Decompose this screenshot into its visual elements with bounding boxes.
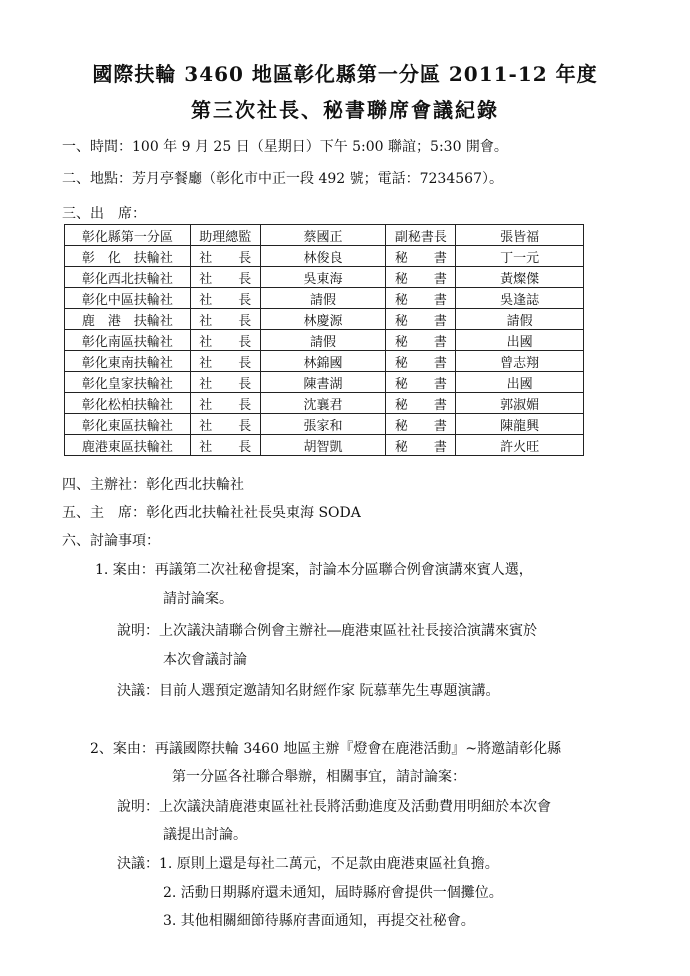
attendance-cell: 林錦國 xyxy=(260,351,386,372)
attendance-row xyxy=(65,246,584,267)
attendance-cell: 彰化中區扶輪社 xyxy=(65,288,191,309)
attendance-cell: 林慶源 xyxy=(260,309,386,330)
attendance-cell: 張皆福 xyxy=(456,225,584,246)
discussion-heading: 六、討論事項： xyxy=(62,533,160,549)
document-title-line1: 國際扶輪 3460 地區彰化縣第一分區 2011-12 年度 xyxy=(92,62,598,86)
case1-subject-cont: 請討論案。 xyxy=(163,591,233,607)
case2-subject: 2、案由：再議國際扶輪 3460 地區主辦『燈會在鹿港活動』~將邀請彰化縣 xyxy=(90,741,562,757)
attendance-table xyxy=(64,224,584,456)
attendance-row xyxy=(65,267,584,288)
attendance-cell: 秘 書 xyxy=(386,414,456,435)
attendance-cell: 胡智凱 xyxy=(260,435,386,456)
case1-explanation-cont: 本次會議討論 xyxy=(163,652,247,668)
case1-resolution: 決議：目前人選預定邀請知名財經作家 阮慕華先生專題演講。 xyxy=(117,683,500,699)
attendance-cell: 秘 書 xyxy=(386,288,456,309)
case2-resolution-item2: 2. 活動日期縣府還未通知，屆時縣府會提供一個攤位。 xyxy=(163,885,503,901)
attendance-cell: 彰化東南扶輪社 xyxy=(65,351,191,372)
case1-subject: 1. 案由：再議第二次社秘會提案，討論本分區聯合例會演講來賓人選， xyxy=(95,562,533,578)
attendance-row xyxy=(65,225,584,246)
attendance-cell: 社 長 xyxy=(190,351,260,372)
attendance-cell: 陳龍興 xyxy=(456,414,584,435)
attendance-cell: 陳書湖 xyxy=(260,372,386,393)
attendance-cell: 出國 xyxy=(456,330,584,351)
attendance-cell: 助理總監 xyxy=(190,225,260,246)
attendance-row xyxy=(65,414,584,435)
attendance-cell: 秘 書 xyxy=(386,330,456,351)
attendance-cell: 彰化皇家扶輪社 xyxy=(65,372,191,393)
attendance-cell: 秘 書 xyxy=(386,372,456,393)
attendance-cell: 社 長 xyxy=(190,372,260,393)
attendance-cell: 許火旺 xyxy=(456,435,584,456)
attendance-row xyxy=(65,393,584,414)
attendance-cell: 鹿港東區扶輪社 xyxy=(65,435,191,456)
attendance-cell: 出國 xyxy=(456,372,584,393)
attendance-cell: 秘 書 xyxy=(386,246,456,267)
attendance-cell: 彰化縣第一分區 xyxy=(65,225,191,246)
host-club: 四、主辦社：彰化西北扶輪社 xyxy=(62,477,244,493)
chairperson: 五、主 席：彰化西北扶輪社社長吳東海 SODA xyxy=(62,505,361,521)
meeting-time: 一、時間：100 年 9 月 25 日（星期日）下午 5:00 聯誼；5:30 開會。 xyxy=(62,139,508,155)
attendance-cell: 秘 書 xyxy=(386,435,456,456)
attendance-row xyxy=(65,372,584,393)
meeting-location: 二、地點：芳月亭餐廳（彰化市中正一段 492 號；電話：7234567）。 xyxy=(62,171,503,187)
attendance-cell: 林俊良 xyxy=(260,246,386,267)
attendance-cell: 彰化松柏扶輪社 xyxy=(65,393,191,414)
attendance-cell: 社 長 xyxy=(190,267,260,288)
attendance-cell: 丁一元 xyxy=(456,246,584,267)
attendance-cell: 彰化西北扶輪社 xyxy=(65,267,191,288)
attendance-cell: 彰化東區扶輪社 xyxy=(65,414,191,435)
attendance-cell: 吳東海 xyxy=(260,267,386,288)
attendance-cell: 請假 xyxy=(260,330,386,351)
attendance-cell: 沈襄君 xyxy=(260,393,386,414)
case2-subject-cont: 第一分區各社聯合舉辦，相關事宜，請討論案： xyxy=(172,769,466,785)
attendance-cell: 秘 書 xyxy=(386,351,456,372)
attendance-cell: 吳逢誌 xyxy=(456,288,584,309)
attendance-cell: 社 長 xyxy=(190,393,260,414)
attendance-cell: 社 長 xyxy=(190,288,260,309)
attendance-cell: 張家和 xyxy=(260,414,386,435)
attendance-cell: 黃燦傑 xyxy=(456,267,584,288)
attendance-cell: 請假 xyxy=(260,288,386,309)
case1-explanation: 說明：上次議決請聯合例會主辦社―鹿港東區社社長接洽演講來賓於 xyxy=(117,623,537,639)
attendance-cell: 秘 書 xyxy=(386,309,456,330)
attendance-row xyxy=(65,330,584,351)
attendance-heading: 三、出 席： xyxy=(62,206,146,222)
attendance-cell: 曾志翔 xyxy=(456,351,584,372)
attendance-cell: 社 長 xyxy=(190,330,260,351)
case2-resolution-item3: 3. 其他相關細節待縣府書面通知，再提交社秘會。 xyxy=(163,913,475,929)
attendance-cell: 秘 書 xyxy=(386,393,456,414)
attendance-row xyxy=(65,288,584,309)
attendance-cell: 社 長 xyxy=(190,246,260,267)
case2-explanation: 說明：上次議決請鹿港東區社社長將活動進度及活動費用明細於本次會 xyxy=(117,799,551,815)
attendance-cell: 社 長 xyxy=(190,309,260,330)
attendance-cell: 秘 書 xyxy=(386,267,456,288)
attendance-row xyxy=(65,435,584,456)
attendance-cell: 鹿 港 扶輪社 xyxy=(65,309,191,330)
attendance-row xyxy=(65,351,584,372)
attendance-cell: 副秘書長 xyxy=(386,225,456,246)
attendance-row xyxy=(65,309,584,330)
case2-resolution: 決議：1. 原則上還是每社二萬元，不足款由鹿港東區社負擔。 xyxy=(117,856,499,872)
attendance-cell: 社 長 xyxy=(190,435,260,456)
attendance-cell: 彰化南區扶輪社 xyxy=(65,330,191,351)
attendance-cell: 社 長 xyxy=(190,414,260,435)
attendance-cell: 郭淑媚 xyxy=(456,393,584,414)
attendance-cell: 彰 化 扶輪社 xyxy=(65,246,191,267)
case2-explanation-cont: 議提出討論。 xyxy=(163,827,247,843)
attendance-cell: 蔡國正 xyxy=(260,225,386,246)
document-title-line2: 第三次社長、秘書聯席會議紀錄 xyxy=(191,98,499,122)
attendance-cell: 請假 xyxy=(456,309,584,330)
